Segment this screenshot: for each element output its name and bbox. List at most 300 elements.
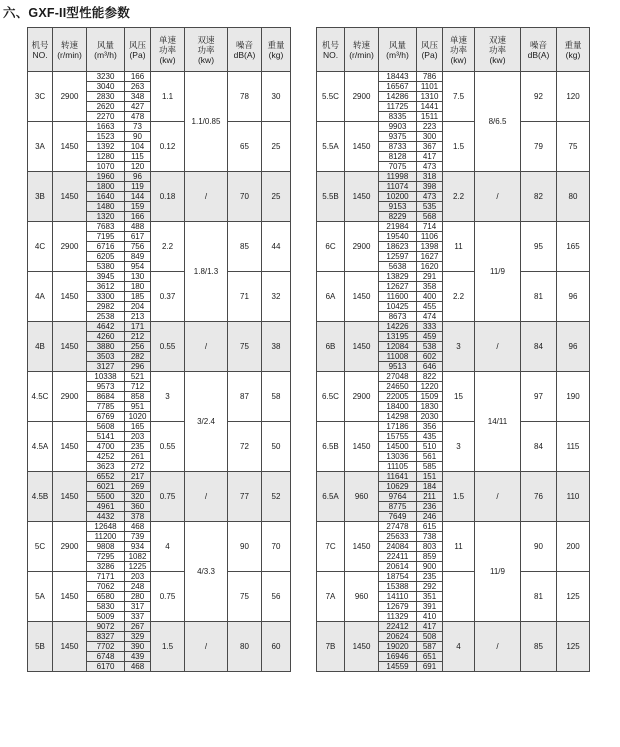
pressure-cell: 213 <box>125 312 151 322</box>
noise-cell: 72 <box>228 422 262 472</box>
machine-number-cell: 6A <box>317 272 345 322</box>
pressure-cell: 356 <box>417 422 443 432</box>
pressure-cell: 602 <box>417 352 443 362</box>
airflow-cell: 3300 <box>87 292 125 302</box>
machine-number-cell: 5B <box>28 622 53 672</box>
column-header <box>379 28 417 72</box>
airflow-cell: 7171 <box>87 572 125 582</box>
airflow-cell: 11600 <box>379 292 417 302</box>
column-header-line: (r/min) <box>57 49 82 60</box>
pressure-cell: 211 <box>417 492 443 502</box>
pressure-cell: 292 <box>417 582 443 592</box>
pressure-cell: 738 <box>417 532 443 542</box>
airflow-cell: 11329 <box>379 612 417 622</box>
speed-cell: 2900 <box>53 222 87 272</box>
noise-cell: 85 <box>521 622 557 672</box>
pressure-cell: 204 <box>125 302 151 312</box>
dual-speed-power-cell: / <box>475 322 521 372</box>
pressure-cell: 455 <box>417 302 443 312</box>
airflow-cell: 3612 <box>87 282 125 292</box>
column-header-line: (kg) <box>565 49 581 60</box>
column-header <box>417 28 443 72</box>
weight-cell: 56 <box>262 572 291 622</box>
weight-cell: 25 <box>262 172 291 222</box>
dual-speed-power-cell: / <box>185 322 228 372</box>
speed-cell: 2900 <box>53 372 87 422</box>
airflow-cell: 3945 <box>87 272 125 282</box>
pressure-cell: 900 <box>417 562 443 572</box>
noise-cell: 70 <box>228 172 262 222</box>
airflow-cell: 10629 <box>379 482 417 492</box>
machine-number-cell: 6B <box>317 322 345 372</box>
airflow-cell: 22412 <box>379 622 417 632</box>
pressure-cell: 1511 <box>417 112 443 122</box>
pressure-cell: 246 <box>417 512 443 522</box>
column-header-line: (Pa) <box>129 49 146 60</box>
table-row <box>317 622 590 632</box>
dual-speed-power-cell: / <box>475 622 521 672</box>
airflow-cell: 14286 <box>379 92 417 102</box>
column-header-line: (m³/h) <box>94 49 117 60</box>
weight-cell: 80 <box>557 172 590 222</box>
airflow-cell: 7295 <box>87 552 125 562</box>
speed-cell: 1450 <box>53 322 87 372</box>
speed-cell: 2900 <box>345 222 379 272</box>
single-speed-power-cell: 11 <box>443 522 475 572</box>
pressure-cell: 468 <box>125 522 151 532</box>
airflow-cell: 14298 <box>379 412 417 422</box>
pressure-cell: 803 <box>417 542 443 552</box>
performance-table-left <box>27 27 291 672</box>
speed-cell: 1450 <box>53 622 87 672</box>
airflow-cell: 15388 <box>379 582 417 592</box>
column-header <box>475 28 521 72</box>
pressure-cell: 73 <box>125 122 151 132</box>
machine-number-cell: 5A <box>28 572 53 622</box>
noise-cell: 97 <box>521 372 557 422</box>
airflow-cell: 24084 <box>379 542 417 552</box>
airflow-cell: 8327 <box>87 632 125 642</box>
airflow-cell: 21984 <box>379 222 417 232</box>
speed-cell: 2900 <box>53 522 87 572</box>
pressure-cell: 159 <box>125 202 151 212</box>
noise-cell: 90 <box>521 522 557 572</box>
speed-cell: 2900 <box>345 72 379 122</box>
column-header <box>28 28 53 72</box>
column-header-line: 风量 <box>96 39 114 50</box>
weight-cell: 190 <box>557 372 590 422</box>
single-speed-power-cell: 0.37 <box>151 272 185 322</box>
pressure-cell: 1441 <box>417 102 443 112</box>
noise-cell: 92 <box>521 72 557 122</box>
pressure-cell: 474 <box>417 312 443 322</box>
column-header-line: (m³/h) <box>386 49 409 60</box>
pressure-cell: 1106 <box>417 232 443 242</box>
column-header-line: dB(A) <box>233 49 256 60</box>
table-row <box>28 72 291 82</box>
pressure-cell: 184 <box>417 482 443 492</box>
column-header-line: 风量 <box>388 39 406 50</box>
machine-number-cell: 3B <box>28 172 53 222</box>
dual-speed-power-cell: 11/9 <box>475 222 521 322</box>
pressure-cell: 248 <box>125 582 151 592</box>
airflow-cell: 11008 <box>379 352 417 362</box>
airflow-cell: 18400 <box>379 402 417 412</box>
airflow-cell: 6552 <box>87 472 125 482</box>
pressure-cell: 212 <box>125 332 151 342</box>
speed-cell: 1450 <box>345 272 379 322</box>
column-header-line: 单速 <box>449 34 467 45</box>
airflow-cell: 18754 <box>379 572 417 582</box>
machine-number-cell: 4C <box>28 222 53 272</box>
performance-table-right <box>316 27 590 672</box>
airflow-cell: 6769 <box>87 412 125 422</box>
single-speed-power-cell: 0.55 <box>151 322 185 372</box>
table-row <box>317 122 590 132</box>
table-row <box>28 222 291 232</box>
pressure-cell: 296 <box>125 362 151 372</box>
pressure-cell: 858 <box>125 392 151 402</box>
pressure-cell: 2030 <box>417 412 443 422</box>
table-row <box>28 172 291 182</box>
pressure-cell: 90 <box>125 132 151 142</box>
single-speed-power-cell: 0.55 <box>151 422 185 472</box>
airflow-cell: 1523 <box>87 132 125 142</box>
column-header <box>557 28 590 72</box>
airflow-cell: 6170 <box>87 662 125 672</box>
column-header <box>185 28 228 72</box>
noise-cell: 75 <box>228 572 262 622</box>
airflow-cell: 9153 <box>379 202 417 212</box>
airflow-cell: 8335 <box>379 112 417 122</box>
pressure-cell: 587 <box>417 642 443 652</box>
machine-number-cell: 6.5A <box>317 472 345 522</box>
table-row <box>28 422 291 432</box>
noise-cell: 84 <box>521 422 557 472</box>
pressure-cell: 272 <box>125 462 151 472</box>
pressure-cell: 130 <box>125 272 151 282</box>
pressure-cell: 166 <box>125 72 151 82</box>
airflow-cell: 2270 <box>87 112 125 122</box>
column-header-line: 单速 <box>158 34 176 45</box>
pressure-cell: 398 <box>417 182 443 192</box>
table-row <box>28 572 291 582</box>
pressure-cell: 337 <box>125 612 151 622</box>
machine-number-cell: 4B <box>28 322 53 372</box>
airflow-cell: 7785 <box>87 402 125 412</box>
header-row <box>317 28 590 72</box>
machine-number-cell: 3C <box>28 72 53 122</box>
noise-cell: 79 <box>521 122 557 172</box>
pressure-cell: 417 <box>417 622 443 632</box>
airflow-cell: 1070 <box>87 162 125 172</box>
airflow-cell: 10200 <box>379 192 417 202</box>
pressure-cell: 235 <box>417 572 443 582</box>
airflow-cell: 5608 <box>87 422 125 432</box>
airflow-cell: 9375 <box>379 132 417 142</box>
dual-speed-power-cell: 14/11 <box>475 372 521 472</box>
table-row <box>317 422 590 432</box>
pressure-cell: 1082 <box>125 552 151 562</box>
dual-speed-power-cell: / <box>475 472 521 522</box>
machine-number-cell: 7A <box>317 572 345 622</box>
table-row <box>317 272 590 282</box>
machine-number-cell: 6.5C <box>317 372 345 422</box>
column-header <box>317 28 345 72</box>
airflow-cell: 11200 <box>87 532 125 542</box>
pressure-cell: 739 <box>125 532 151 542</box>
airflow-cell: 8733 <box>379 142 417 152</box>
pressure-cell: 267 <box>125 622 151 632</box>
single-speed-power-cell: 4 <box>151 522 185 572</box>
airflow-cell: 1800 <box>87 182 125 192</box>
airflow-cell: 8229 <box>379 212 417 222</box>
airflow-cell: 1960 <box>87 172 125 182</box>
column-header-line: NO. <box>32 49 48 60</box>
airflow-cell: 8673 <box>379 312 417 322</box>
machine-number-cell: 4.5B <box>28 472 53 522</box>
airflow-cell: 5141 <box>87 432 125 442</box>
pressure-cell: 459 <box>417 332 443 342</box>
column-header-line: 噪音 <box>235 39 253 50</box>
single-speed-power-cell <box>443 572 475 622</box>
table-row <box>28 272 291 282</box>
airflow-cell: 11998 <box>379 172 417 182</box>
airflow-cell: 10338 <box>87 372 125 382</box>
airflow-cell: 4642 <box>87 322 125 332</box>
airflow-cell: 20624 <box>379 632 417 642</box>
column-header-line: (kw) <box>197 54 215 65</box>
weight-cell: 38 <box>262 322 291 372</box>
single-speed-power-cell: 1.5 <box>443 472 475 522</box>
airflow-cell: 7075 <box>379 162 417 172</box>
airflow-cell: 25633 <box>379 532 417 542</box>
pressure-cell: 473 <box>417 162 443 172</box>
machine-number-cell: 5.5A <box>317 122 345 172</box>
noise-cell: 90 <box>228 522 262 572</box>
single-speed-power-cell: 2.2 <box>443 172 475 222</box>
pressure-cell: 651 <box>417 652 443 662</box>
noise-cell: 85 <box>228 222 262 272</box>
pressure-cell: 1220 <box>417 382 443 392</box>
weight-cell: 60 <box>262 622 291 672</box>
pressure-cell: 367 <box>417 142 443 152</box>
machine-number-cell: 5.5C <box>317 72 345 122</box>
airflow-cell: 9072 <box>87 622 125 632</box>
weight-cell: 32 <box>262 272 291 322</box>
pressure-cell: 859 <box>417 552 443 562</box>
pressure-cell: 1509 <box>417 392 443 402</box>
airflow-cell: 27048 <box>379 372 417 382</box>
airflow-cell: 18443 <box>379 72 417 82</box>
single-speed-power-cell: 15 <box>443 372 475 422</box>
column-header <box>345 28 379 72</box>
airflow-cell: 14226 <box>379 322 417 332</box>
noise-cell: 76 <box>521 472 557 522</box>
airflow-cell: 5830 <box>87 602 125 612</box>
airflow-cell: 3503 <box>87 352 125 362</box>
pressure-cell: 714 <box>417 222 443 232</box>
table-row <box>28 322 291 332</box>
airflow-cell: 7702 <box>87 642 125 652</box>
page-title: 六、GXF-II型性能参数 <box>3 6 130 20</box>
pressure-cell: 351 <box>417 592 443 602</box>
airflow-cell: 11725 <box>379 102 417 112</box>
airflow-cell: 4432 <box>87 512 125 522</box>
pressure-cell: 358 <box>417 282 443 292</box>
pressure-cell: 291 <box>417 272 443 282</box>
column-header-line: 风压 <box>128 39 146 50</box>
airflow-cell: 13036 <box>379 452 417 462</box>
column-header <box>53 28 87 72</box>
weight-cell: 75 <box>557 122 590 172</box>
airflow-cell: 14500 <box>379 442 417 452</box>
airflow-cell: 7683 <box>87 222 125 232</box>
noise-cell: 71 <box>228 272 262 322</box>
airflow-cell: 4260 <box>87 332 125 342</box>
dual-speed-power-cell: 1.1/0.85 <box>185 72 228 172</box>
column-header-line: 机号 <box>31 39 49 50</box>
airflow-cell: 3127 <box>87 362 125 372</box>
airflow-cell: 27478 <box>379 522 417 532</box>
single-speed-power-cell: 0.75 <box>151 572 185 622</box>
table-row <box>317 572 590 582</box>
airflow-cell: 3286 <box>87 562 125 572</box>
airflow-cell: 19020 <box>379 642 417 652</box>
pressure-cell: 318 <box>417 172 443 182</box>
single-speed-power-cell: 3 <box>443 422 475 472</box>
pressure-cell: 256 <box>125 342 151 352</box>
noise-cell: 95 <box>521 222 557 272</box>
pressure-cell: 96 <box>125 172 151 182</box>
single-speed-power-cell: 11 <box>443 222 475 272</box>
airflow-cell: 9808 <box>87 542 125 552</box>
column-header-line: 转速 <box>352 39 370 50</box>
pressure-cell: 1620 <box>417 262 443 272</box>
column-header-line: NO. <box>322 49 339 60</box>
column-header-line: 噪音 <box>529 39 547 50</box>
pressure-cell: 171 <box>125 322 151 332</box>
table-row <box>28 472 291 482</box>
single-speed-power-cell: 1.1 <box>151 72 185 122</box>
airflow-cell: 24650 <box>379 382 417 392</box>
column-header-line: 重量 <box>267 39 285 50</box>
airflow-cell: 12679 <box>379 602 417 612</box>
pressure-cell: 712 <box>125 382 151 392</box>
noise-cell: 81 <box>521 272 557 322</box>
pressure-cell: 217 <box>125 472 151 482</box>
airflow-cell: 20614 <box>379 562 417 572</box>
pressure-cell: 521 <box>125 372 151 382</box>
speed-cell: 960 <box>345 572 379 622</box>
airflow-cell: 3230 <box>87 72 125 82</box>
airflow-cell: 4961 <box>87 502 125 512</box>
table-row <box>317 172 590 182</box>
pressure-cell: 317 <box>125 602 151 612</box>
pressure-cell: 185 <box>125 292 151 302</box>
pressure-cell: 235 <box>125 442 151 452</box>
machine-number-cell: 4.5C <box>28 372 53 422</box>
airflow-cell: 4700 <box>87 442 125 452</box>
pressure-cell: 473 <box>417 192 443 202</box>
noise-cell: 77 <box>228 472 262 522</box>
single-speed-power-cell: 1.5 <box>443 122 475 172</box>
pressure-cell: 378 <box>125 512 151 522</box>
column-header <box>87 28 125 72</box>
dual-speed-power-cell: 8/6.5 <box>475 72 521 172</box>
column-header-line: (r/min) <box>349 49 374 60</box>
weight-cell: 125 <box>557 572 590 622</box>
dual-speed-power-cell: / <box>185 172 228 222</box>
machine-number-cell: 6.5B <box>317 422 345 472</box>
pressure-cell: 561 <box>417 452 443 462</box>
speed-cell: 1450 <box>53 122 87 172</box>
noise-cell: 87 <box>228 372 262 422</box>
airflow-cell: 6021 <box>87 482 125 492</box>
pressure-cell: 329 <box>125 632 151 642</box>
noise-cell: 75 <box>228 322 262 372</box>
airflow-cell: 7649 <box>379 512 417 522</box>
table-row <box>317 72 590 82</box>
airflow-cell: 15755 <box>379 432 417 442</box>
single-speed-power-cell: 7.5 <box>443 72 475 122</box>
column-header-line: (kw) <box>159 54 176 65</box>
pressure-cell: 756 <box>125 242 151 252</box>
column-header-line: 风压 <box>420 39 438 50</box>
weight-cell: 44 <box>262 222 291 272</box>
pressure-cell: 568 <box>417 212 443 222</box>
pressure-cell: 439 <box>125 652 151 662</box>
airflow-cell: 17186 <box>379 422 417 432</box>
pressure-cell: 400 <box>417 292 443 302</box>
pressure-cell: 510 <box>417 442 443 452</box>
pressure-cell: 360 <box>125 502 151 512</box>
airflow-cell: 22005 <box>379 392 417 402</box>
machine-number-cell: 7B <box>317 622 345 672</box>
pressure-cell: 300 <box>417 132 443 142</box>
airflow-cell: 5638 <box>379 262 417 272</box>
dual-speed-power-cell: 4/3.3 <box>185 522 228 622</box>
airflow-cell: 11641 <box>379 472 417 482</box>
pressure-cell: 822 <box>417 372 443 382</box>
airflow-cell: 12084 <box>379 342 417 352</box>
table-row <box>317 222 590 232</box>
pressure-cell: 280 <box>125 592 151 602</box>
pressure-cell: 1020 <box>125 412 151 422</box>
column-header-line: (kw) <box>450 54 467 65</box>
machine-number-cell: 4.5A <box>28 422 53 472</box>
column-header <box>228 28 262 72</box>
column-header-line: 双速 <box>488 34 506 45</box>
noise-cell: 78 <box>228 72 262 122</box>
pressure-cell: 691 <box>417 662 443 672</box>
dual-speed-power-cell: / <box>185 472 228 522</box>
pressure-cell: 849 <box>125 252 151 262</box>
pressure-cell: 951 <box>125 402 151 412</box>
pressure-cell: 1830 <box>417 402 443 412</box>
airflow-cell: 9903 <box>379 122 417 132</box>
single-speed-power-cell: 0.18 <box>151 172 185 222</box>
single-speed-power-cell: 4 <box>443 622 475 672</box>
pressure-cell: 115 <box>125 152 151 162</box>
airflow-cell: 2982 <box>87 302 125 312</box>
column-header-line: 双速 <box>197 34 215 45</box>
pressure-cell: 236 <box>417 502 443 512</box>
weight-cell: 52 <box>262 472 291 522</box>
noise-cell: 65 <box>228 122 262 172</box>
pressure-cell: 391 <box>417 602 443 612</box>
airflow-cell: 2620 <box>87 102 125 112</box>
